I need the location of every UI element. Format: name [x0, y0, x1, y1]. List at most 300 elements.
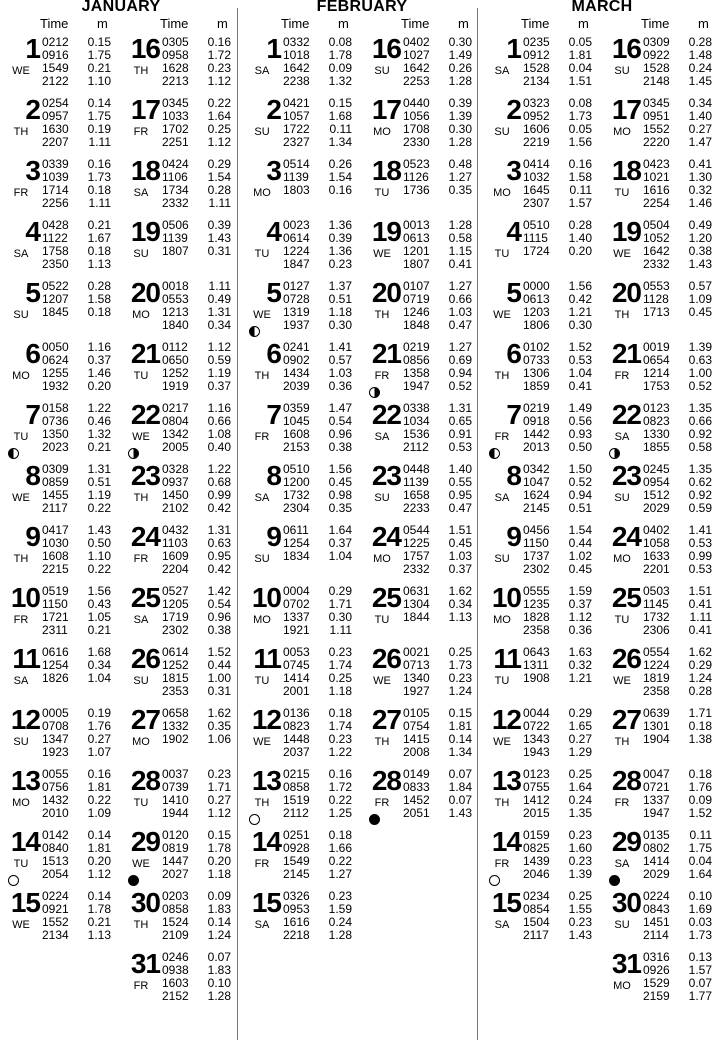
tide-height: 0.28 — [688, 35, 712, 49]
weekday-label: TH — [494, 797, 510, 809]
tide-list — [523, 829, 601, 881]
tide-time: 1039 — [42, 170, 69, 184]
tide-time: 2027 — [162, 867, 189, 881]
tide-time: 2332 — [162, 196, 189, 210]
tide-row — [643, 685, 716, 698]
day-number: 3 — [25, 155, 40, 186]
tide-row — [42, 929, 120, 942]
tide-height: 1.47 — [328, 401, 352, 415]
tide-list — [42, 585, 120, 637]
tide-row — [283, 868, 361, 881]
tide-height: 1.60 — [568, 841, 592, 855]
tide-height: 0.55 — [448, 475, 472, 489]
weekday-label: SU — [374, 492, 390, 504]
tide-height: 0.04 — [568, 61, 592, 75]
tide-height: 1.03 — [328, 366, 352, 380]
tide-height: 0.23 — [568, 915, 592, 929]
tide-time: 1923 — [42, 745, 69, 759]
day-entry — [122, 887, 240, 952]
tide-time: 0843 — [643, 902, 670, 916]
tide-time: 1442 — [523, 427, 550, 441]
day-entry — [2, 155, 120, 220]
tide-height: 1.24 — [207, 928, 231, 942]
tide-height: 1.59 — [568, 584, 592, 598]
tide-height: 0.25 — [448, 645, 472, 659]
tide-time: 0345 — [162, 96, 189, 110]
day-entry — [243, 887, 361, 952]
day-number: 10 — [251, 582, 281, 613]
tide-height: 0.26 — [328, 157, 352, 171]
tide-height: 0.37 — [207, 379, 231, 393]
day-number: 24 — [371, 521, 401, 552]
day-entry — [243, 460, 361, 525]
tide-height: 1.12 — [207, 340, 231, 354]
tide-height: 0.45 — [688, 305, 712, 319]
tide-time: 0510 — [283, 462, 310, 476]
day-number: 7 — [266, 399, 281, 430]
tide-height: 0.57 — [688, 279, 712, 293]
tide-height: 0.08 — [568, 96, 592, 110]
tide-list — [42, 768, 120, 820]
day-entry — [483, 460, 601, 525]
tide-row — [162, 563, 240, 576]
weekday-label: TU — [494, 675, 510, 687]
tide-time: 0522 — [42, 279, 69, 293]
tide-height: 0.23 — [568, 828, 592, 842]
tide-row — [42, 624, 120, 637]
tide-height: 1.68 — [87, 645, 111, 659]
tide-height: 1.52 — [568, 340, 592, 354]
tide-row — [162, 733, 240, 746]
tide-time: 1207 — [42, 292, 69, 306]
tide-time: 0326 — [283, 889, 310, 903]
weekday-label: SA — [254, 919, 270, 931]
tide-height: 1.43 — [568, 928, 592, 942]
tide-height: 0.35 — [448, 183, 472, 197]
tide-time: 0804 — [162, 414, 189, 428]
tide-time: 1452 — [403, 793, 430, 807]
tide-time: 0421 — [283, 96, 310, 110]
tide-row — [42, 197, 120, 210]
day-number: 27 — [130, 704, 160, 735]
day-number: 17 — [130, 94, 160, 125]
tide-height: 1.69 — [688, 902, 712, 916]
tide-row — [162, 990, 240, 1003]
tide-time: 0112 — [162, 340, 188, 354]
day-entry — [243, 33, 361, 98]
tide-row — [523, 929, 601, 942]
day-entry — [483, 216, 601, 281]
tide-height: 0.37 — [87, 353, 111, 367]
tide-height: 1.39 — [688, 340, 712, 354]
tide-height: 1.13 — [87, 257, 111, 271]
tide-time: 0523 — [403, 157, 430, 171]
tide-time: 2117 — [523, 928, 549, 942]
tide-height: 0.34 — [448, 597, 472, 611]
tide-list — [283, 280, 361, 332]
day-number: 11 — [493, 643, 521, 674]
tide-time: 1528 — [643, 61, 670, 75]
day-entry — [243, 155, 361, 220]
tide-time: 1608 — [283, 427, 310, 441]
tide-height: 0.23 — [207, 61, 231, 75]
tide-list — [403, 36, 481, 88]
tide-list — [643, 341, 716, 393]
tide-time: 1224 — [643, 658, 670, 672]
day-entry — [243, 826, 361, 891]
tide-height: 1.40 — [568, 231, 592, 245]
tide-time: 2134 — [523, 74, 550, 88]
weekday-label: WE — [613, 675, 631, 687]
tide-height: 1.54 — [328, 170, 352, 184]
day-number: 31 — [611, 948, 641, 979]
tide-list — [42, 524, 120, 576]
tide-time: 1919 — [162, 379, 189, 393]
tide-list — [403, 707, 481, 759]
tide-height: 1.43 — [207, 231, 231, 245]
day-number: 6 — [506, 338, 521, 369]
tide-time: 1606 — [523, 122, 550, 136]
tide-time: 1306 — [523, 366, 550, 380]
day-number: 13 — [251, 765, 281, 796]
tide-height: 1.46 — [87, 366, 111, 380]
tide-time: 0328 — [162, 462, 189, 476]
tide-time: 2112 — [403, 440, 429, 454]
tide-time: 1549 — [42, 61, 69, 75]
tide-height: 1.13 — [87, 928, 111, 942]
tide-time: 2001 — [283, 684, 310, 698]
tide-height: 0.53 — [448, 440, 472, 454]
day-entry — [483, 277, 601, 342]
tide-time: 1937 — [283, 318, 310, 332]
tide-list — [162, 97, 240, 149]
tide-height: 0.30 — [448, 122, 472, 136]
tide-list — [42, 402, 120, 454]
tide-time: 0323 — [523, 96, 550, 110]
tide-height: 1.59 — [328, 902, 352, 916]
weekday-label: WE — [132, 858, 150, 870]
tide-height: 0.18 — [688, 767, 712, 781]
last-quarter-moon-icon — [609, 448, 620, 459]
tide-time: 1304 — [403, 597, 430, 611]
day-number: 21 — [371, 338, 401, 369]
weekday-label: TH — [133, 65, 149, 77]
tide-time: 0004 — [283, 584, 310, 598]
tide-height: 0.69 — [448, 353, 472, 367]
tide-time: 1347 — [42, 732, 69, 746]
tide-time: 0105 — [403, 706, 430, 720]
tide-height: 1.32 — [87, 427, 111, 441]
tide-time: 1549 — [283, 854, 310, 868]
weekday-label: TU — [374, 187, 390, 199]
tide-time: 0203 — [162, 889, 189, 903]
tide-time: 0158 — [42, 401, 69, 415]
tide-row — [643, 868, 716, 881]
tide-list — [42, 341, 120, 393]
tide-list — [162, 585, 240, 637]
day-number: 20 — [371, 277, 401, 308]
weekday-label: TU — [13, 431, 29, 443]
tide-time: 0921 — [42, 902, 69, 916]
day-entry — [2, 521, 120, 586]
tide-time: 0719 — [403, 292, 430, 306]
tide-height: 0.25 — [568, 767, 592, 781]
day-entry — [603, 277, 716, 342]
tide-time: 0736 — [42, 414, 69, 428]
tide-height: 0.21 — [87, 440, 111, 454]
tide-list — [643, 36, 716, 88]
tide-time: 1840 — [162, 318, 189, 332]
tide-height: 0.11 — [329, 122, 352, 136]
day-number: 27 — [371, 704, 401, 735]
tide-row — [643, 258, 716, 271]
tide-time: 0159 — [523, 828, 550, 842]
tide-height: 1.31 — [207, 523, 231, 537]
tide-time: 0107 — [403, 279, 430, 293]
tide-height: 1.74 — [328, 719, 352, 733]
tide-time: 0856 — [403, 353, 430, 367]
tide-time: 0018 — [162, 279, 189, 293]
weekday-label: FR — [133, 126, 149, 138]
tide-time: 1235 — [523, 597, 550, 611]
tide-list — [42, 219, 120, 271]
day-entry — [243, 582, 361, 647]
month-march — [483, 0, 716, 1040]
tide-time: 0958 — [162, 48, 189, 62]
tide-time: 0519 — [42, 584, 69, 598]
tide-time: 2327 — [283, 135, 310, 149]
tide-height: 1.57 — [688, 963, 712, 977]
day-entry — [243, 643, 361, 708]
tide-height: 1.81 — [568, 48, 592, 62]
tide-time: 0417 — [42, 523, 69, 537]
tide-height: 0.14 — [87, 96, 111, 110]
tide-height: 1.28 — [448, 135, 472, 149]
tide-height: 0.29 — [328, 584, 352, 598]
tide-list — [283, 829, 361, 881]
tide-time: 1819 — [643, 671, 670, 685]
weekday-label: SA — [494, 919, 510, 931]
tide-time: 2153 — [283, 440, 310, 454]
tide-row — [643, 733, 716, 746]
tide-time: 0123 — [643, 401, 670, 415]
tide-height: 0.20 — [207, 854, 231, 868]
tide-list — [403, 402, 481, 454]
tide-height: 1.62 — [688, 645, 712, 659]
tide-height: 1.58 — [87, 292, 111, 306]
tide-height: 1.28 — [207, 989, 231, 1003]
tide-height: 1.09 — [87, 806, 111, 820]
tide-time: 1642 — [283, 61, 310, 75]
tide-list — [162, 707, 240, 746]
tide-time: 1844 — [403, 610, 430, 624]
day-entry — [2, 94, 120, 159]
day-entry — [603, 765, 716, 830]
tide-time: 2353 — [162, 684, 189, 698]
tide-height: 1.81 — [87, 780, 111, 794]
tide-list — [283, 707, 361, 759]
tide-height: 0.52 — [688, 379, 712, 393]
tide-time: 0241 — [283, 340, 310, 354]
day-number: 28 — [371, 765, 401, 796]
day-entry — [122, 338, 240, 403]
tide-height: 0.98 — [328, 488, 352, 502]
day-number: 19 — [130, 216, 160, 247]
day-entry — [122, 643, 240, 708]
tide-time: 0510 — [523, 218, 550, 232]
tide-time: 2304 — [283, 501, 310, 515]
tide-time: 2145 — [523, 501, 550, 515]
tide-time: 1150 — [523, 536, 549, 550]
tide-time: 1616 — [283, 915, 310, 929]
tide-height: 0.23 — [328, 889, 352, 903]
tide-row — [403, 136, 481, 149]
weekday-label: SA — [133, 614, 149, 626]
tide-height: 0.68 — [207, 475, 231, 489]
weekday-label: SU — [614, 492, 630, 504]
tide-time: 1057 — [283, 109, 310, 123]
tide-row — [42, 502, 120, 515]
tide-time: 1058 — [643, 536, 670, 550]
tide-row — [42, 75, 120, 88]
tide-time: 0745 — [283, 658, 310, 672]
tide-row — [643, 75, 716, 88]
day-number: 18 — [611, 155, 641, 186]
tide-height: 0.29 — [568, 706, 592, 720]
tide-time: 0149 — [403, 767, 430, 781]
tide-height: 0.63 — [207, 536, 231, 550]
tide-time: 0309 — [643, 35, 670, 49]
tide-list — [283, 585, 361, 637]
tide-row — [42, 380, 120, 393]
day-entry — [363, 399, 481, 464]
tide-row — [523, 502, 601, 515]
tide-time: 0553 — [162, 292, 189, 306]
full-moon-icon — [8, 875, 19, 886]
tide-time: 0023 — [283, 218, 310, 232]
tide-time: 0142 — [42, 828, 69, 842]
time-column-header: Time — [641, 16, 670, 31]
tide-time: 0951 — [643, 109, 670, 123]
day-number: 28 — [611, 765, 641, 796]
tide-height: 0.48 — [448, 157, 472, 171]
tide-list — [283, 97, 361, 149]
tide-time: 2112 — [283, 806, 309, 820]
tide-height: 1.68 — [328, 109, 352, 123]
tide-list — [523, 97, 601, 149]
tide-time: 1358 — [403, 366, 430, 380]
weekday-label: SA — [133, 187, 149, 199]
weekday-label: WE — [253, 736, 271, 748]
tide-time: 1103 — [162, 536, 188, 550]
day-entry — [122, 33, 240, 98]
tide-row — [162, 197, 240, 210]
tide-height: 0.65 — [448, 414, 472, 428]
tide-height: 1.04 — [87, 671, 111, 685]
tide-row — [283, 502, 361, 515]
weekday-label: FR — [614, 797, 630, 809]
new-moon-icon — [609, 875, 620, 886]
tide-row — [162, 624, 240, 637]
day-entry — [363, 765, 481, 830]
tide-time: 0506 — [162, 218, 189, 232]
tide-time: 1030 — [42, 536, 69, 550]
tide-height: 1.72 — [207, 48, 231, 62]
tide-time: 0338 — [403, 401, 430, 415]
tide-height: 0.37 — [568, 597, 592, 611]
weekday-label: MO — [493, 614, 511, 626]
tide-list — [162, 219, 240, 258]
tide-time: 0802 — [643, 841, 670, 855]
tide-height: 1.02 — [568, 549, 592, 563]
tide-height: 0.27 — [207, 793, 231, 807]
tide-time: 0234 — [523, 889, 550, 903]
tide-height: 1.18 — [328, 305, 352, 319]
tide-time: 0858 — [162, 902, 189, 916]
tide-height: 1.24 — [688, 671, 712, 685]
tide-time: 1645 — [523, 183, 550, 197]
tide-time: 0309 — [42, 462, 69, 476]
tide-height: 1.09 — [688, 292, 712, 306]
day-number: 17 — [371, 94, 401, 125]
tide-list — [523, 707, 601, 759]
tide-height: 0.10 — [688, 889, 712, 903]
tide-time: 0123 — [523, 767, 550, 781]
tide-time: 2015 — [523, 806, 550, 820]
tide-list — [643, 707, 716, 746]
tide-list — [42, 890, 120, 942]
tide-height: 0.21 — [87, 61, 111, 75]
weekday-label: WE — [493, 736, 511, 748]
tide-time: 2109 — [162, 928, 189, 942]
tide-height: 1.73 — [448, 658, 472, 672]
tide-height: 0.27 — [568, 732, 592, 746]
tide-row — [403, 258, 481, 271]
day-number: 26 — [611, 643, 641, 674]
tide-height: 1.38 — [688, 732, 712, 746]
tide-height: 1.35 — [688, 462, 712, 476]
tide-time: 1536 — [403, 427, 430, 441]
weekday-label: SA — [494, 65, 510, 77]
tide-height: 1.27 — [448, 340, 472, 354]
weekday-label: TU — [254, 248, 270, 260]
tide-time: 0432 — [162, 523, 189, 537]
tide-time: 1616 — [643, 183, 670, 197]
tide-height: 1.11 — [208, 196, 231, 210]
tide-height: 1.73 — [688, 928, 712, 942]
tide-time: 0916 — [42, 48, 69, 62]
tide-row — [283, 624, 361, 637]
tide-time: 0553 — [643, 279, 670, 293]
tide-height: 1.50 — [568, 462, 592, 476]
tide-row — [523, 563, 601, 576]
tide-list — [643, 646, 716, 698]
day-number: 26 — [371, 643, 401, 674]
tide-time: 0938 — [162, 963, 189, 977]
tide-time: 2251 — [162, 135, 189, 149]
tide-height: 0.23 — [328, 257, 352, 271]
tide-row — [283, 75, 361, 88]
tide-time: 1045 — [283, 414, 310, 428]
tide-height: 0.51 — [328, 292, 352, 306]
tide-time: 0235 — [523, 35, 550, 49]
day-entry — [363, 643, 481, 708]
tide-time: 0954 — [643, 475, 670, 489]
day-entry — [2, 338, 120, 403]
tide-height: 1.77 — [688, 989, 712, 1003]
tide-list — [162, 524, 240, 576]
tide-row — [643, 624, 716, 637]
